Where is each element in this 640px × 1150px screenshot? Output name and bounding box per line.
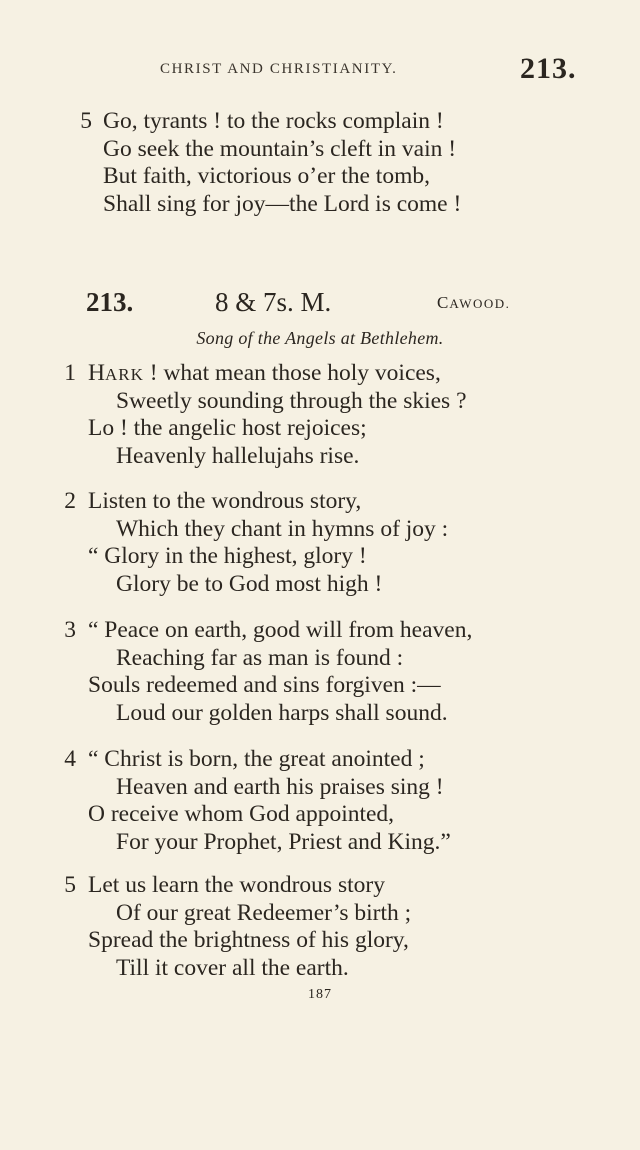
verse-text: Loud our golden harps shall sound. <box>116 699 448 726</box>
hymn-header <box>0 287 640 321</box>
verse-text: Listen to the wondrous story, <box>88 488 362 514</box>
verse-line <box>0 746 640 774</box>
running-head-title: CHRIST AND CHRISTIANITY. <box>160 61 398 77</box>
verse-text: Sweetly sounding through the skies ? <box>116 387 467 414</box>
verse-line <box>0 543 640 571</box>
verse-text: Which they chant in hymns of joy : <box>116 515 449 542</box>
verse-text: Souls redeemed and sins forgiven :— <box>88 672 441 698</box>
verse-line <box>0 163 640 191</box>
verse-text: Reaching far as man is found : <box>116 644 404 671</box>
verse-text: Lo ! the angelic host rejoices; <box>88 415 367 441</box>
verse-line <box>0 700 640 728</box>
verse-line <box>0 108 640 136</box>
verse-text <box>88 360 441 389</box>
tune-rest: AWOOD. <box>449 296 511 311</box>
stanza-2 <box>0 488 640 598</box>
verse-line <box>0 415 640 443</box>
small-caps-word: ARK <box>104 365 144 384</box>
verse-text: Go, tyrants ! to the rocks complain ! <box>103 108 444 134</box>
verse-line <box>0 516 640 544</box>
verse-line <box>0 829 640 857</box>
verse-text: Go seek the mountain’s cleft in vain ! <box>103 135 457 162</box>
verse-line <box>0 801 640 829</box>
verse-line <box>0 617 640 645</box>
initial-capital: H <box>88 360 105 386</box>
hymn-meter: 8 & 7s. M. <box>215 287 332 317</box>
folio-page-number: 187 <box>308 987 332 1002</box>
stanza-number: 1 <box>64 360 76 386</box>
verse-line <box>0 872 640 900</box>
verse-text: Shall sing for joy—the Lord is come ! <box>103 190 462 217</box>
verse-line <box>0 571 640 599</box>
verse-text: Glory be to God most high ! <box>116 570 383 597</box>
verse-text: But faith, victorious o’er the tomb, <box>103 163 430 189</box>
verse-text: “ Peace on earth, good will from heaven, <box>88 617 473 643</box>
running-head <box>0 52 640 88</box>
verse-line <box>0 443 640 471</box>
verse-line <box>0 672 640 700</box>
verse-text: Spread the brightness of his glory, <box>88 927 409 953</box>
verse-text: “ Christ is born, the great anointed ; <box>88 746 425 772</box>
verse-line <box>0 388 640 416</box>
tune-initial: C <box>437 293 450 312</box>
verse-line <box>0 927 640 955</box>
verse-text: Of our great Redeemer’s birth ; <box>116 899 412 926</box>
verse-text: Till it cover all the earth. <box>116 954 349 981</box>
stanza-4 <box>0 746 640 856</box>
verse-line <box>0 774 640 802</box>
hymn-subtitle: Song of the Angels at Bethlehem. <box>196 328 444 348</box>
verse-line <box>0 191 640 219</box>
stanza-5 <box>0 872 640 982</box>
verse-text: “ Glory in the highest, glory ! <box>88 543 367 569</box>
verse-text: Let us learn the wondrous story <box>88 872 385 898</box>
stanza-number: 2 <box>64 488 76 514</box>
verse-line <box>0 360 640 388</box>
hymn-number: 213. <box>86 287 134 317</box>
stanza-number: 4 <box>64 746 76 772</box>
verse-line <box>0 645 640 673</box>
verse-text: For your Prophet, Priest and King.” <box>116 828 451 855</box>
stanza-number: 3 <box>64 617 76 643</box>
running-head-hymn-number: 213. <box>520 52 577 85</box>
verse-line <box>0 955 640 983</box>
prev-hymn-stanza-5 <box>0 108 640 218</box>
verse-text-rest: ! what mean those holy voices, <box>149 360 441 386</box>
verse-text: Heavenly hallelujahs rise. <box>116 442 360 469</box>
stanza-1 <box>0 360 640 470</box>
stanza-number: 5 <box>80 108 92 134</box>
verse-text: Heaven and earth his praises sing ! <box>116 773 444 800</box>
hymn-tune <box>437 293 510 313</box>
verse-line <box>0 900 640 928</box>
stanza-number: 5 <box>64 872 76 898</box>
verse-text: O receive whom God appointed, <box>88 801 395 827</box>
stanza-3 <box>0 617 640 727</box>
verse-line <box>0 136 640 164</box>
verse-line <box>0 488 640 516</box>
